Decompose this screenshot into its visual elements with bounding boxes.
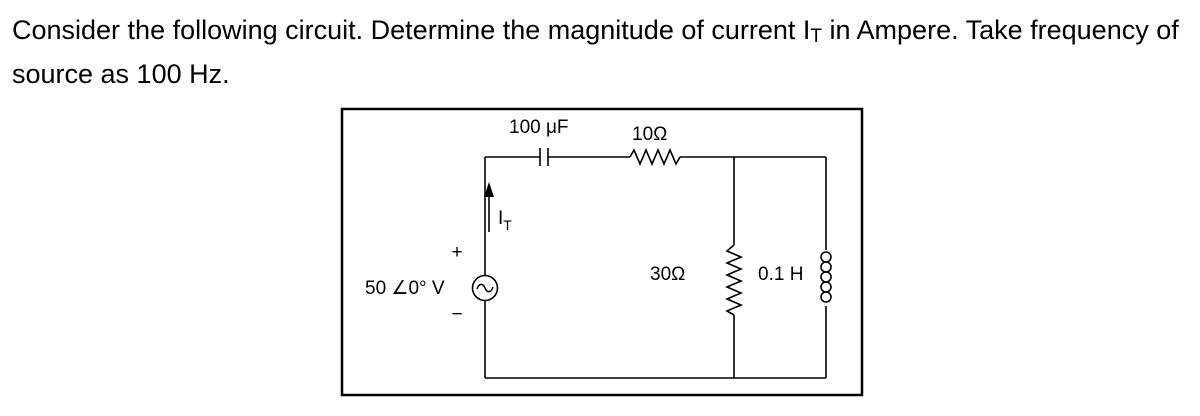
current-symbol: I: [802, 15, 811, 45]
question-part-1: Consider the following circuit. Determine the magnitude of current: [12, 15, 803, 45]
source-plus-sign: +: [451, 242, 463, 263]
shunt-resistor-label: 30Ω: [650, 264, 686, 285]
source-minus-sign: −: [451, 304, 463, 325]
ac-source-symbol: [473, 276, 498, 301]
current-label: $I_T$: [498, 208, 512, 233]
figure-frame: [342, 109, 862, 395]
inductor-label: 0.1 H: [758, 264, 804, 285]
series-resistor-label: 10Ω: [632, 124, 668, 145]
capacitor-label: 100 μF: [509, 117, 569, 138]
current-subscript: T: [810, 26, 823, 47]
question-part-2: in Ampere. Take frequency of source as 100 Hz.: [12, 15, 1179, 89]
source-voltage-label: 50 ∠0° V: [365, 278, 445, 299]
